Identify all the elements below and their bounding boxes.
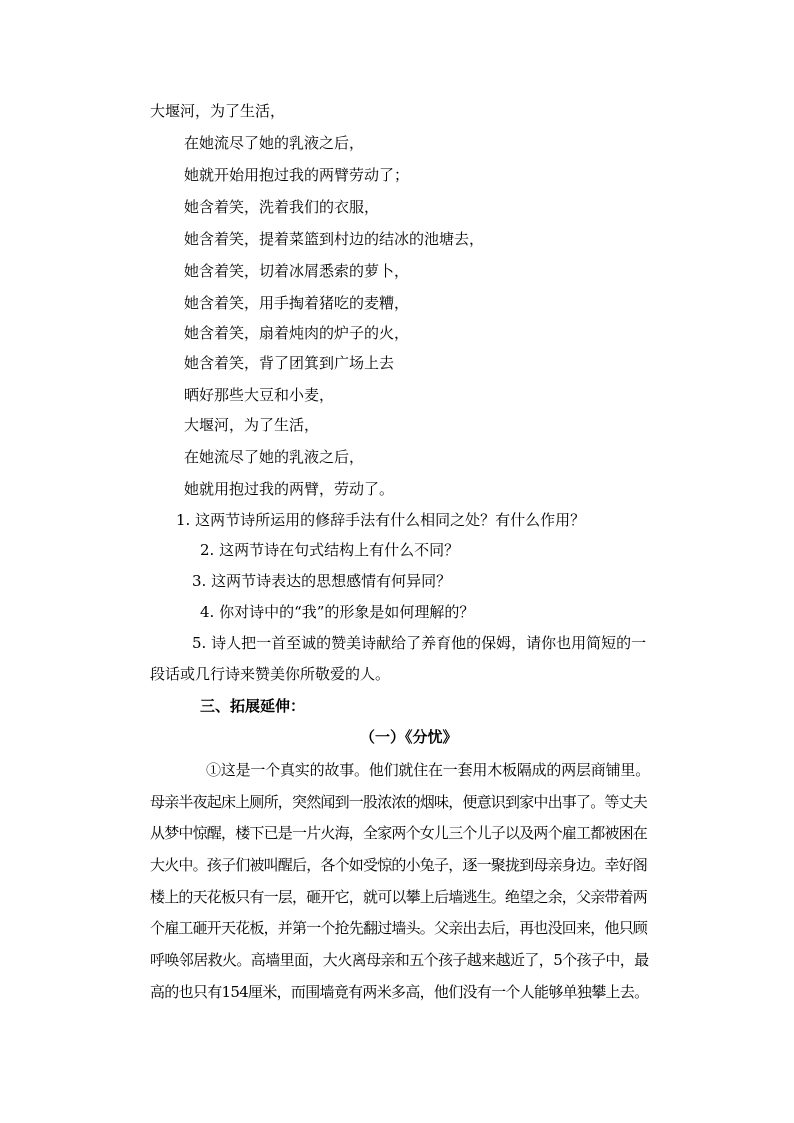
section-heading: 三、拓展延伸： [200, 697, 306, 715]
poem-line: 她含着笑，切着冰屑悉索的萝卜， [184, 262, 410, 280]
question-3: 3. 这两节诗表达的思想感情有何异同？ [192, 572, 452, 590]
story-line: 从梦中惊醒，楼下已是一片火海，全家两个女儿三个儿子以及两个雇工都被困在 [150, 824, 648, 842]
story-line: 高的也只有154厘米，而围墙竟有两米多高，他们没有一个人能够单独攀上去。 [150, 983, 649, 1001]
poem-line: 她含着笑，背了团箕到广场上去 [184, 354, 395, 372]
poem-line: 大堰河，为了生活， [150, 102, 286, 120]
story-line: 大火中。孩子们被叫醒后，各个如受惊的小兔子，逐一聚拢到母亲身边。幸好阁 [150, 856, 648, 874]
question-2: 2. 这两节诗在句式结构上有什么不同？ [200, 541, 460, 559]
question-5-continuation: 段话或几行诗来赞美你所敬爱的人。 [150, 665, 391, 683]
story-line: 呼唤邻居救火。高墙里面，大火离母亲和五个孩子越来越近了，5个孩子中，最 [150, 951, 649, 969]
poem-line: 她含着笑，提着菜篮到村边的结冰的池塘去， [184, 230, 485, 248]
story-line: 母亲半夜起床上厕所，突然闻到一股浓浓的烟味，便意识到家中出事了。等丈夫 [150, 793, 648, 811]
story-line: 楼上的天花板只有一层，砸开它，就可以攀上后墙逃生。绝望之余，父亲带着两 [150, 888, 648, 906]
question-4: 4. 你对诗中的“我”的形象是如何理解的？ [200, 603, 475, 621]
story-line: 个雇工砸开天花板，并第一个抢先翻过墙头。父亲出去后，再也没回来，他只顾 [150, 919, 648, 937]
question-1: 1. 这两节诗所运用的修辞手法有什么相同之处？有什么作用？ [176, 511, 586, 529]
poem-line: 她就开始用抱过我的两臂劳动了； [184, 166, 410, 184]
poem-line: 在她流尽了她的乳液之后， [184, 134, 365, 152]
poem-line: 她含着笑，扇着炖肉的炉子的火， [184, 324, 410, 342]
poem-line: 在她流尽了她的乳液之后， [184, 448, 365, 466]
poem-line: 晒好那些大豆和小麦， [184, 386, 335, 404]
poem-line: 她含着笑，洗着我们的衣服， [184, 198, 380, 216]
poem-line: 大堰河，为了生活， [184, 416, 320, 434]
question-5: 5. 诗人把一首至诚的赞美诗献给了养育他的保姆，请你也用简短的一 [192, 634, 647, 652]
poem-line: 她就用抱过我的两臂，劳动了。 [184, 480, 395, 498]
story-line: ①这是一个真实的故事。他们就住在一套用木板隔成的两层商铺里。 [206, 761, 651, 779]
poem-line: 她含着笑，用手掏着猪吃的麦糟， [184, 294, 410, 312]
article-title: （一）《分忧》 [360, 728, 458, 746]
